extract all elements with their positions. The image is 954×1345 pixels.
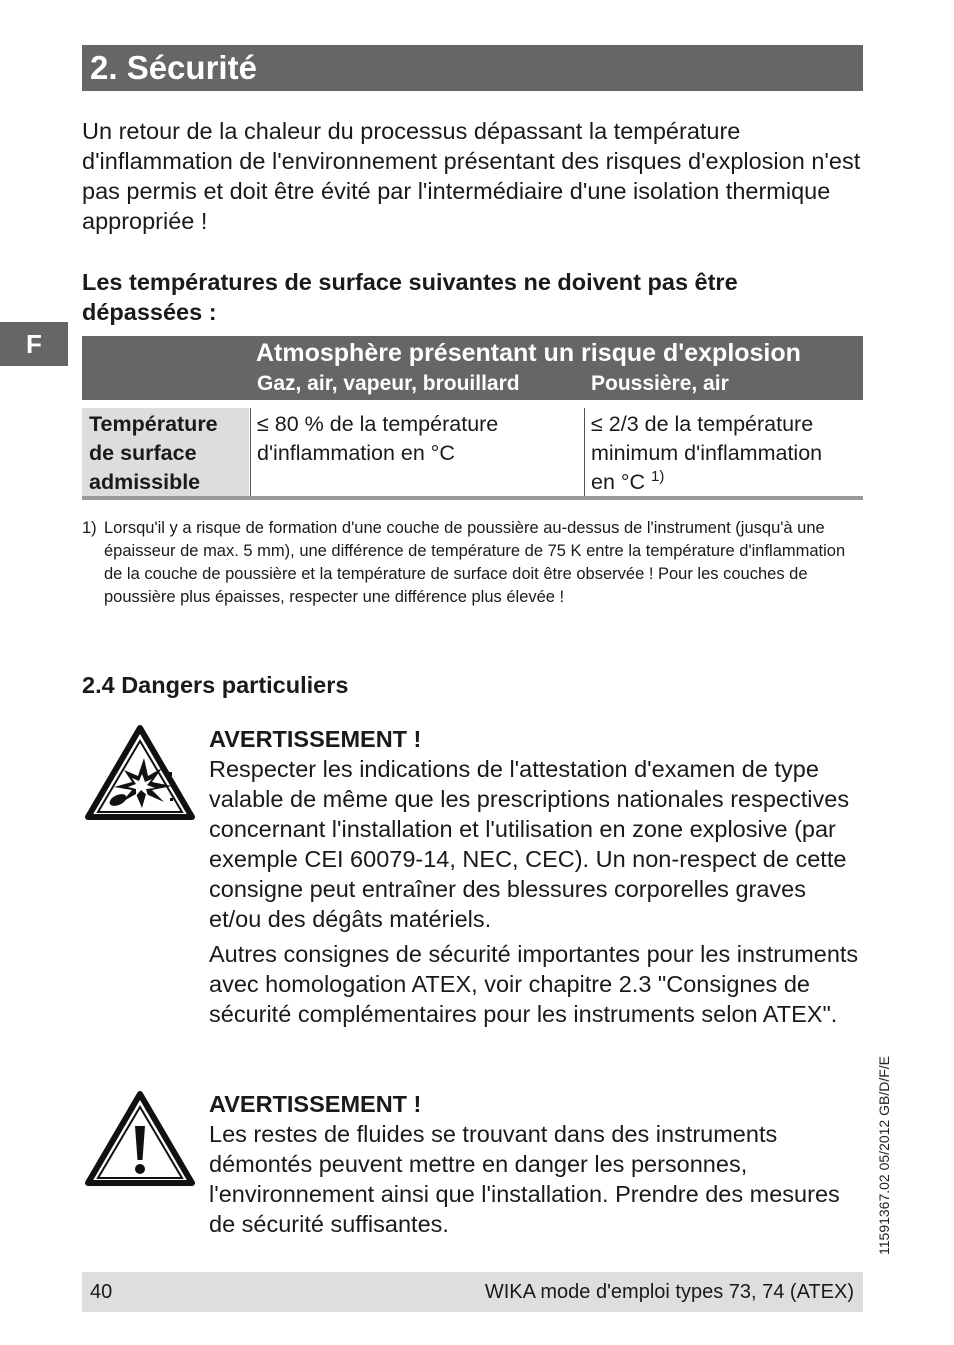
warning-title: AVERTISSEMENT !: [209, 726, 422, 752]
table-header: [82, 336, 863, 400]
warning-block-explosion: [209, 724, 859, 1029]
warning-atex-note: Autres consignes de sécurité importantes pour les instruments avec homologation ATEX, voir chapitre 2.3 "Consignes de sécurité complémentaires pour les instruments selon ATEX".: [209, 941, 859, 1027]
explosion-warning-icon: [84, 724, 196, 827]
document-code: 11591367.02 05/2012 GB/D/F/E: [876, 1056, 892, 1255]
subsection-title: 2.4 Dangers particuliers: [82, 672, 349, 698]
table-header-main: Atmosphère présentant un risque d'explosion: [256, 339, 801, 367]
general-warning-icon: [84, 1090, 196, 1193]
surface-temp-heading: Les températures de surface suivantes ne doivent pas être dépassées :: [82, 269, 738, 325]
table-cell-gas: ≤ 80 % de la température d'inflammation en °C: [250, 408, 583, 496]
warning-text: Respecter les indications de l'attestation d'examen de type valable de même que les prescriptions nationales respectives concernant l'installation et l'utilisation en zone explosive (par exemple CEI 60079-14, NEC, CEC). Un non-respect de cette consigne peut entraîner des blessures corporelles graves et/ou des dégâts matériels.: [209, 756, 850, 932]
footnote-text: Lorsqu'il y a risque de formation d'une couche de poussière au-dessus de l'instrument (jusqu'à une épaisseur de max. 5 mm), une différence de température de 75 K entre la température d'inflammation de la couche de poussière et la température de surface doit être observée ! Pour les couches de poussière plus épaisses, respecter une différence plus élevée !: [104, 519, 846, 606]
footer-title: WIKA mode d'emploi types 73, 74 (ATEX): [484, 1281, 854, 1303]
table-cell-dust: ≤ 2/3 de la température minimum d'inflammation en °C $^{1)}$: [584, 408, 863, 496]
footnote-number: 1): [82, 519, 97, 537]
warning-block-residues: [209, 1089, 859, 1239]
table-row: [82, 408, 863, 500]
warning-title: AVERTISSEMENT !: [209, 1091, 422, 1117]
page-footer: [82, 1272, 863, 1312]
footnote: [82, 517, 854, 609]
warning-text: Les restes de fluides se trouvant dans des instruments démontés peuvent mettre en danger les personnes, l'environnement ainsi que l'installation. Prendre des mesures de sécurité suffisantes.: [209, 1121, 840, 1237]
section-title: 2. Sécurité: [82, 45, 863, 91]
table-header-dust: Poussière, air: [591, 372, 729, 395]
table-header-gas: Gaz, air, vapeur, brouillard: [257, 372, 520, 395]
table-row-label: Température de surface admissible: [82, 408, 249, 496]
footnote-ref: 1): [651, 468, 665, 485]
language-tab: F: [0, 322, 68, 366]
page-number: 40: [90, 1281, 113, 1303]
intro-paragraph: Un retour de la chaleur du processus dépassant la température d'inflammation de l'environnement présentant des risques d'explosion n'est pas permis et doit être évité par l'intermédiaire d'une isolation thermique appropriée !: [82, 118, 861, 234]
